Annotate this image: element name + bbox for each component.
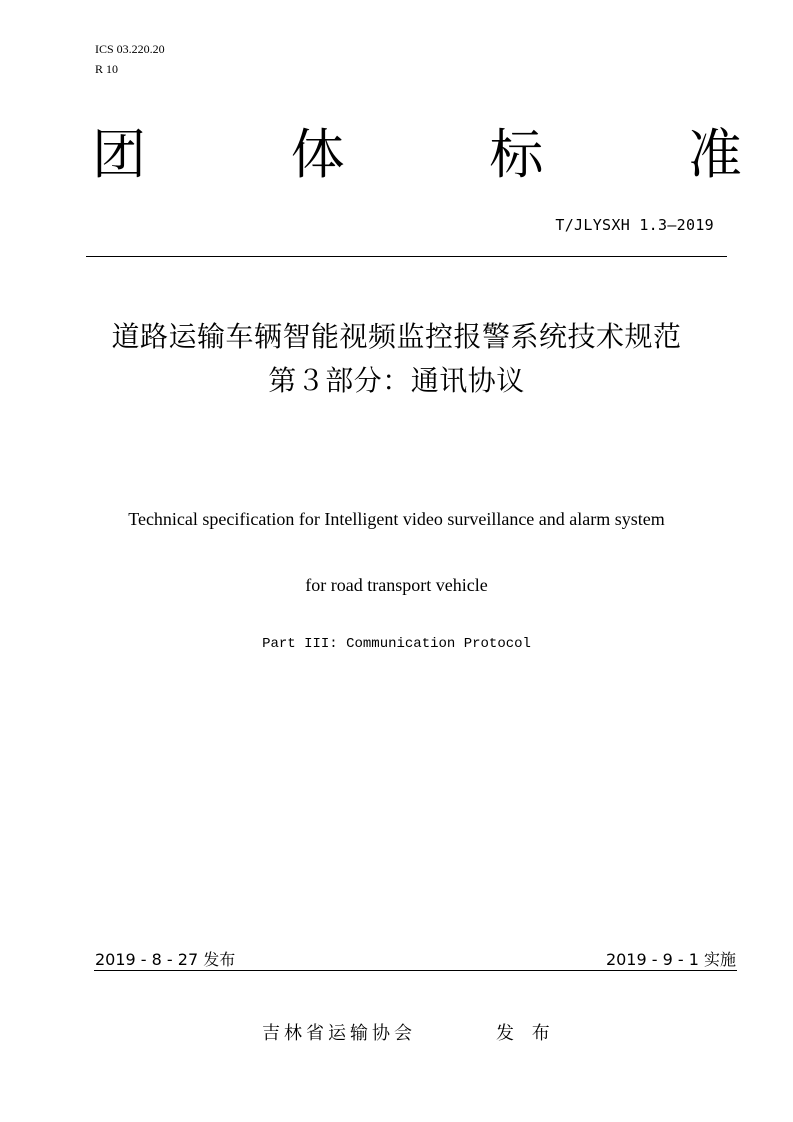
document-type-char-2: 体 xyxy=(290,123,345,186)
implementation-date: 2019 - 9 - 1 实施 xyxy=(605,950,736,969)
document-type-char-3: 标 xyxy=(489,123,544,186)
document-type-char-4: 准 xyxy=(687,123,742,186)
issue-date: 2019 - 8 - 27 发布 xyxy=(95,950,236,969)
english-part-title: Part III: Communication Protocol xyxy=(262,636,531,652)
publish-label: 发 布 xyxy=(496,1023,556,1044)
ics-code: ICS 03.220.20 xyxy=(95,42,165,56)
document-type-char-1: 团 xyxy=(92,123,146,186)
chinese-title-line-2: 第３部分：通讯协议 xyxy=(268,364,525,397)
english-title-line-2: for road transport vehicle xyxy=(305,575,488,595)
ccs-code: R 10 xyxy=(95,62,119,76)
document-type-heading xyxy=(92,122,742,188)
top-divider xyxy=(86,256,727,257)
bottom-divider xyxy=(94,970,737,971)
publisher-name: 吉林省运输协会 xyxy=(262,1023,416,1044)
chinese-title-line-1: 道路运输车辆智能视频监控报警系统技术规范 xyxy=(111,320,682,353)
standard-number: T/JLYSXH 1.3—2019 xyxy=(555,216,714,234)
english-title-line-1: Technical specification for Intelligent video surveillance and alarm system xyxy=(128,509,665,529)
